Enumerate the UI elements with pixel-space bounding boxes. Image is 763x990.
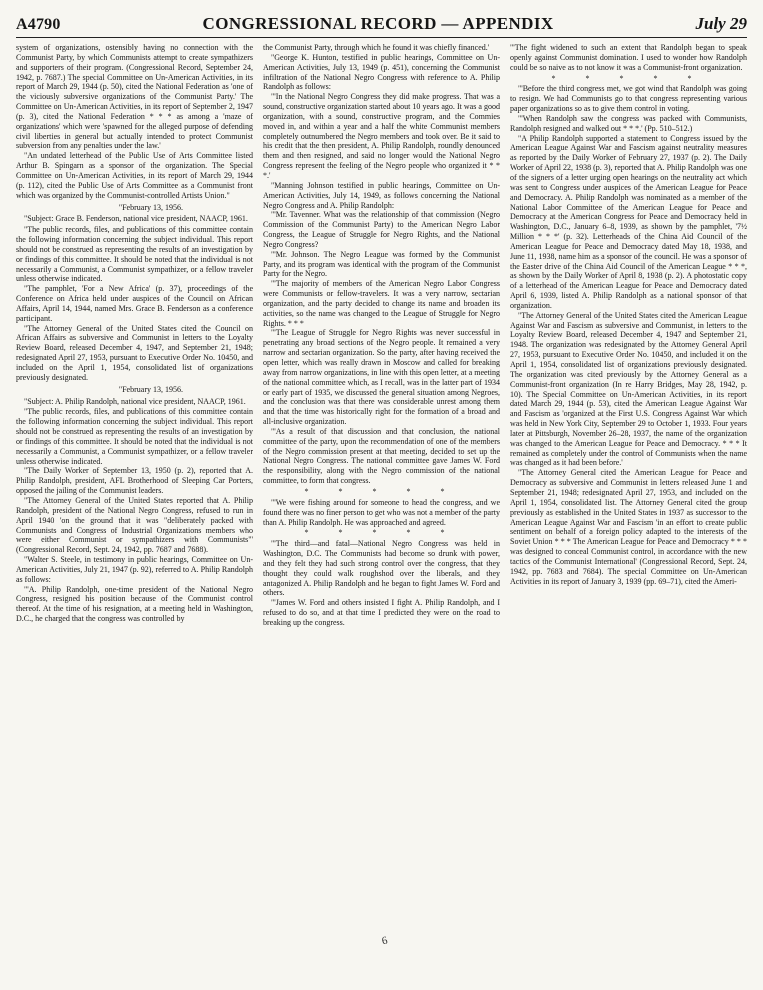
text-column-2	[263, 43, 500, 628]
paragraph: "'As a result of that discussion and that conclusion, the national committee of the party, upon the recommendation of one of the members of the Negro commission present at that meeting, decided to set up the National Negro Congress. The national committee gave James W. Ford the responsibility, along with the Negro commission of the national committee, to form that congress.	[263, 426, 500, 486]
issue-date: July 29	[695, 14, 747, 33]
paragraph: "'In the National Negro Congress they did make progress. That was a sound, constructive organization started about 10 years ago. It was a good organization, with a sound, constructive program, and the Commies moved in, and within a year and a half the white Communist members completely outnumbered the Negro members and took over. Be it said to his credit that the then president, A. Philip Randolph, roundly denounced them and then resigned, and said no longer would the National Negro Congress represent the feeling of the Negro people who organized it * * *.'	[263, 92, 500, 180]
text-column-1	[16, 43, 253, 628]
paragraph: "George K. Hunton, testified in public hearings, Committee on Un-American Activities, July 13, 1949 (p. 451), concerning the Communist infiltration of the National Negro Congress with reference to A. Philip Randolph as follows:	[263, 52, 500, 92]
paragraph: "The Attorney General of the United States cited the American League Against War and Fascism as subversive and Communist, in letters to the Loyalty Review Board, released December 4, 1947 and September 21, 1948. The organization was redesignated by the Attorney General April 27, 1953, pursuant to Executive Order No. 10450, and included it on the April 1, 1954, consolidated list of organizations previously designated. The organization was cited previously by the Attorney General as a Communist-front organization (In re Harry Bridges, May 28, 1942, p. 10). The Special Committee on Un-American Activities, in its report dated March 29, 1944 (p. 53), cited the American League Against War and Fascism as 'organized at the First U.S. Congress Against War which was held in New York City, September 29 to October 1, 1933. Four years later at Pittsburgh, November 26–28, 1937, the name of the organization was changed to the American League for Peace and Democracy. * * * It remained as completely under the control of Communists when the name was changed as it had been before.'	[510, 310, 747, 468]
paragraph: "'The League of Struggle for Negro Rights was never successful in penetrating any broad sections of the Negro people. It remained a very narrow and sectarian organization. So the party, after having received the open letter, which was really drawn in Moscow and called for breaking away from narrow organizations, in line with this open letter, at a meeting of the national committee which, as I recall, was in the latter part of 1934 or early part of 1935, we discussed the general situation among Negroes, and the conclusion was that there was considerable unrest among them and that the time was historically right for the formation of a broad and all-inclusive organization.	[263, 328, 500, 427]
paragraph: "A Philip Randolph supported a statement to Congress issued by the American League Against War and Fascism against neutrality measures as reported by the Daily Worker of February 27, 1937 (p. 2). The Daily Worker of April 22, 1938 (p. 3), reported that A. Philip Randolph was one of the signers of a letter urging open hearings on the neutrality act which was sent to Congress under auspices of the American League for Peace and Democracy. A. Philip Randolph was nominated as a member of the National Labor Committee of the American League for Peace and Democracy at the American Congress for Peace and Democracy held in Washington, D.C., January 6–8, 1939, as shown by the pamphlet, '7½ Million * * *' (p. 32). Letterheads of the China Aid Council of the American League for Peace and Democracy dated May 18, 1938, and June 11, 1938, name him as a sponsor of the council. He was a sponsor of the Easter drive of the China Aid Council of the American League * * *, as shown by the Daily Worker of April 8, 1938 (p. 2). A photostatic copy of a letterhead of the American League for Peace and Democracy dated April 6, 1939, listed A. Philip Randolph as a national sponsor of that organization.	[510, 133, 747, 310]
paragraph: "Subject: Grace B. Fenderson, national vice president, NAACP, 1961.	[24, 214, 248, 224]
paragraph: "'The third—and fatal—National Negro Congress was held in Washington, D.C. The Communists had become so drunk with power, and they felt they had such strong control over the congress, that they thought they could walk roughshod over the liberals, and they antagonized A. Philip Randolph and he began to fight James W. Ford and others.	[263, 539, 500, 598]
paragraph: "'When Randolph saw the congress was packed with Communists, Randolph resigned and walked out * * *.' (Pp. 510–512.)	[510, 113, 747, 133]
paragraph: "The Attorney General of the United States reported that A. Philip Randolph, president of the National Negro Congress, refused to run in April 1940 'on the ground that it was "deliberately packed with Communists and Congress of Industrial Organizations members who were either Communist or sympathizers with Communists"' (Congressional Record, Sept. 24, 1942, pp. 7687 and 7688).	[16, 495, 253, 555]
paragraph: system of organizations, ostensibly having no connection with the Communist Party, by which Communists attempt to create sympathizers and supporters of their program. (Congressional Record, September 24, 1942, p. 7687.) The special Committee on Un-American Activities, in its report of March 29, 1944 (p. 50), cited the National Federation as 'one of the viciously subversive organizations of the Communist Party.' The Committee on Un-American Activities, in its report of September 2, 1947 (p. 3), cited the National Federation * * * as among a 'maze of organizations' which were 'spawned for the alleged purpose of defending civil liberties in general but actually intended to protect Communist subversion from any penalties under the law.'	[16, 43, 253, 151]
paragraph: * * * * *	[304, 528, 459, 538]
paragraph: "'James W. Ford and others insisted I fight A. Philip Randolph, and I refused to do so, and at that time I predicted they were on the road to breaking up the congress.	[263, 598, 500, 627]
publication-title: CONGRESSIONAL RECORD — APPENDIX	[202, 14, 554, 33]
handwritten-mark: 6	[380, 934, 389, 948]
paragraph: "The Attorney General cited the American League for Peace and Democracy as subversive and Communist in letters released June 1 and September 21, 1948; redesignated April 27, 1953, and included on the April 1, 1954, consolidated list. The Attorney General cited the group previously as established in the United States in 1937 as successor to the American League Against War and Fascism 'in an effort to create public sentiment on behalf of a foreign policy adapted to the interests of the Soviet Union * * * The American League for Peace and Democracy * * * was designed to conceal Communist control, in accordance with the new tactics of the Communist International' (Congressional Record, Sept. 24, 1942, pp. 7683 and 7684). The special Committee on Un-American Activities in its report of January 3, 1939 (pp. 69–71), cited the Ameri-	[510, 468, 747, 586]
paragraph: "The public records, files, and publications of this committee contain the following information concerning the subject individual. This report should not be construed as representing the results of an investigation by or findings of this committee. It should be noted that the individual is not necessarily a Communist, a Communist sympathizer, or a fellow traveler unless otherwise indicated.	[16, 407, 253, 466]
paragraph: "'The majority of members of the American Negro Labor Congress were Communists or fellow-travelers. It was a very narrow, sectarian organization, and the party decided to change its name and broaden its activities, so the name was changed to the League of Struggle for Negro Rights. * * *	[263, 279, 500, 328]
paragraph: "The pamphlet, 'For a New Africa' (p. 37), proceedings of the Conference on Africa held under auspices of the Council on African Affairs, April 14, 1944, named Mrs. Grace B. Fenderson as a conference participant.	[16, 284, 253, 323]
paragraph: * * * * *	[304, 486, 459, 496]
paragraph: "An undated letterhead of the Public Use of Arts Committee listed Arthur B. Spingarn as a sponsor of the organization. The Special Committee on Un-American Activities, in its report of March 29, 1944 (p. 112), cited the Public Use of Arts Committee as a Communist front which was organized by the Communist-controlled Artists Union."	[16, 151, 253, 200]
text-columns	[16, 43, 747, 628]
page-header	[16, 14, 747, 38]
paragraph: "The Daily Worker of September 13, 1950 (p. 2), reported that A. Philip Randolph, president, AFL Brotherhood of Sleeping Car Porters, opposed the jailing of the Communist leaders.	[16, 466, 253, 496]
paragraph: "The Attorney General of the United States cited the Council on African Affairs as subversive and Communist in letters to the Loyalty Review Board, released December 4, 1947, and September 21, 1948; redesignated April 27, 1953, pursuant to Executive Order No. 10450, and included on the April 1, 1954, consolidated list of organizations previously designated.	[16, 323, 253, 382]
paragraph: "'We were fishing around for someone to head the congress, and we found there was no finer person to get who was not a member of the party than A. Philip Randolph. He was approached and agreed.	[263, 497, 500, 527]
paragraph: "Manning Johnson testified in public hearings, Committee on Un-American Activities, July 14, 1949, as follows concerning the National Negro Congress and A. Philip Randolph:	[263, 180, 500, 210]
paragraph: "Subject: A. Philip Randolph, national vice president, NAACP, 1961.	[24, 396, 246, 406]
paragraph: the Communist Party, through which he found it was chiefly financed.'	[263, 43, 490, 52]
paragraph: "'The fight widened to such an extent that Randolph began to speak openly against Communist domination. I used to wonder how Randolph could be so naive as to not know it was a Communist-front organization.	[510, 43, 747, 72]
paragraph: "February 13, 1956.	[118, 384, 183, 394]
paragraph: * * * * *	[551, 73, 706, 83]
paragraph: "'A. Philip Randolph, one-time president of the National Negro Congress, resigned his position because of the Communist control thereof. At the time of his resignation, at a meeting held in Washington, D.C., he charged that the congress was controlled by	[16, 584, 253, 624]
text-column-3	[510, 43, 747, 628]
paragraph: "'Mr. Johnson. The Negro League was formed by the Communist Party, and its program was identical with the program of the Communist Party for the Negro.	[263, 249, 500, 279]
paragraph: "'Mr. Tavenner. What was the relationship of that commission (Negro Commission of the Communist Party) to the American Negro Labor Congress, the League of Struggle for Negro Rights, and the National Negro Congress?	[263, 210, 500, 249]
page-number: A4790	[16, 16, 61, 33]
paragraph: "The public records, files, and publications of this committee contain the following information concerning the subject individual. This report should not be construed as representing the results of an investigation by or findings of this committee. It should be noted that the individual is not necessarily a Communist, a Communist sympathizer, or a fellow traveler unless otherwise indicated.	[16, 225, 253, 284]
paragraph: "'Before the third congress met, we got wind that Randolph was going to resign. We had Communists go to that congress representing various paper organizations so as to give them control in voting.	[510, 84, 747, 114]
paragraph: "February 13, 1956.	[118, 202, 183, 212]
paragraph: "Walter S. Steele, in testimony in public hearings, Committee on Un-American Activities, July 21, 1947 (p. 92), referred to A. Philip Randolph as follows:	[16, 555, 253, 584]
